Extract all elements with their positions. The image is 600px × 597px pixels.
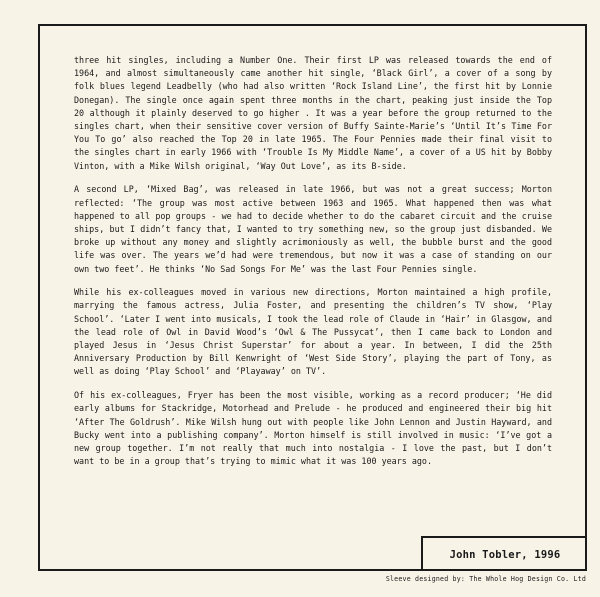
- paragraph-4: Of his ex-colleagues, Fryer has been the most visible, working as a record producer; ‘He did early albums for Stackridge, Motorhead and Prelude - he produced and engineered their big hit ‘After The Goldrush’. Mike Wilsh hung out with people like John Lennon and Justin Hayward, and Bucky went into a publishing company’. Morton himself is still involved in music: ‘I’ve got a new group together. I’m not really that much into nostalgia - I love the past, but I don’t want to be in a group that’s trying to mimic what it was 100 years ago.: [74, 390, 552, 467]
- author-credit: John Tobler, 1996: [449, 548, 561, 561]
- author-credit-box: [421, 536, 587, 571]
- paragraph-3: While his ex-colleagues moved in various new directions, Morton maintained a high profile, marrying the famous actress, Julia Foster, and presenting the children’s TV show, ‘Play School’. ‘Later I went into musicals, I took the lead role of Claude in ‘Hair’ in Glasgow, and the lead role of Owl in David Wood’s ‘Owl & The Pussycat’, then I came back to London and played Jesus in ‘Jesus Christ Superstar’ for about a year. In between, I did the 25th Anniversary Production by Bill Kenwright of ‘West Side Story’, playing the part of Tony, as well as doing ‘Play School’ and ‘Playaway’ on TV’.: [74, 287, 552, 377]
- paragraph-1: three hit singles, including a Number One. Their first LP was released towards the end of 1964, and almost simultaneously came another hit single, ‘Black Girl’, a cover of a song by folk blues legend Leadbelly (who had also written ‘Rock Island Line’, the first hit by Lonnie Donegan). The single once again spent three months in the chart, peaking just inside the Top 20 although it plainly deserved to go higher . It was a year before the group returned to the singles chart, when their sensitive cover version of Buffy Sainte-Marie’s ‘Until It’s Time For You To go’ also reached the Top 20 in late 1965. The Four Pennies made their final visit to the singles chart in early 1966 with ‘Trouble Is My Middle Name’, a cover of a US hit by Bobby Vinton, with a Mike Wilsh original, ‘Way Out Love’, as its B-side.: [74, 55, 552, 171]
- paragraph-2: A second LP, ‘Mixed Bag’, was released in late 1966, but was not a great success; Morton reflected: ‘The group was most active between 1963 and 1965. What happened then was what happened to all pop groups - we had to decide whether to do the cabaret circuit and the cruise ships, but I didn’t fancy that, I wanted to try something new, so the group just disbanded. We broke up without any money and slightly acrimoniously as well, the bubble burst and the good life was over. The years we’d had were tremendous, but now it was a case of standing on our own two feet’. He thinks ‘No Sad Songs For Me’ was the last Four Pennies single.: [74, 184, 552, 274]
- article-body: [74, 54, 552, 479]
- sleeve-design-credit: Sleeve designed by: The Whole Hog Design Co. Ltd: [385, 575, 586, 583]
